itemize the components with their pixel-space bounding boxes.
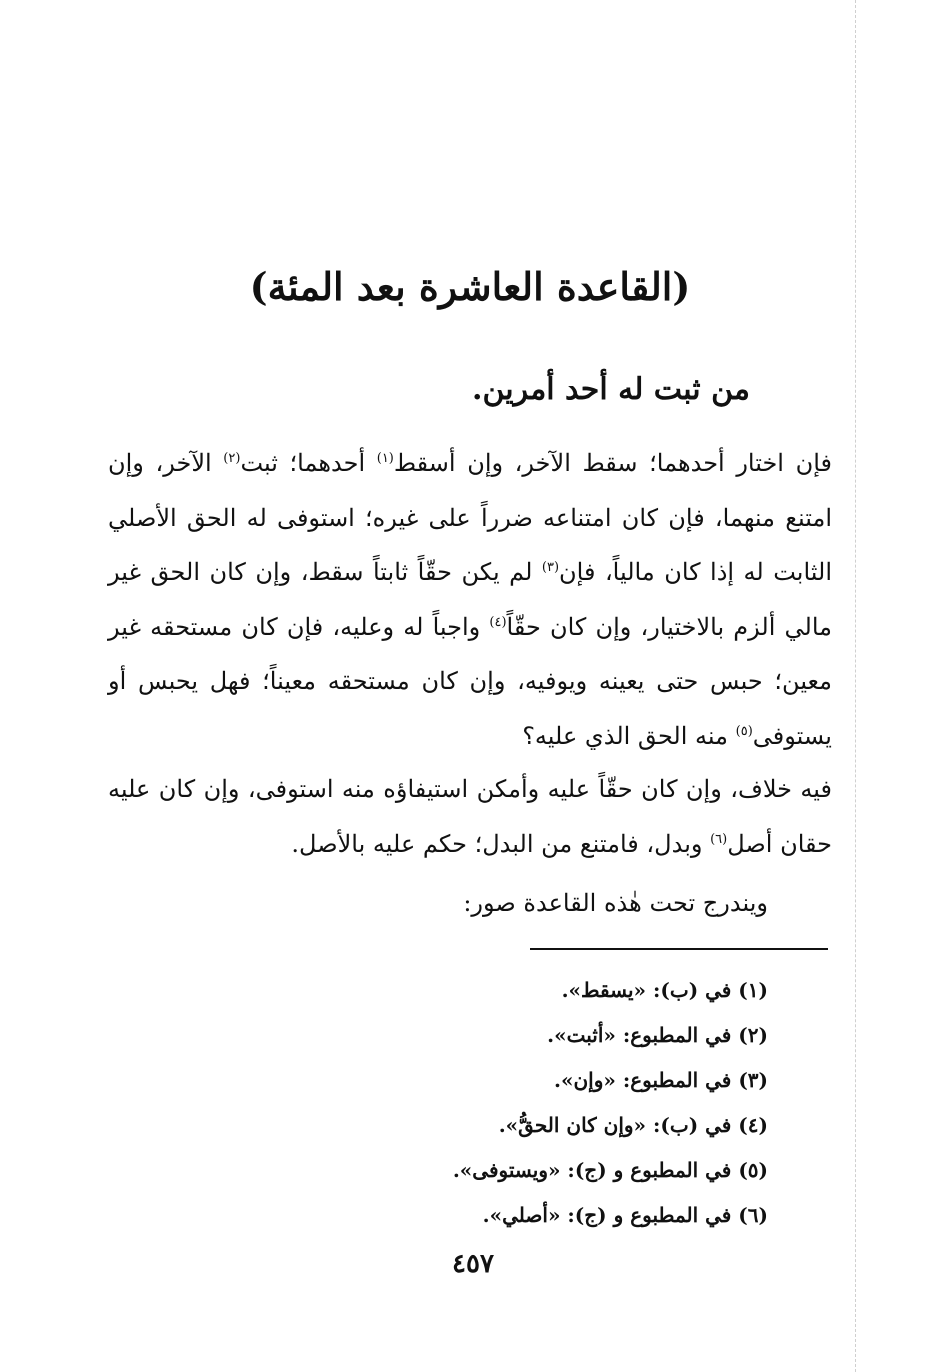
footnote-ref-5: (٥) xyxy=(735,723,753,739)
footnote-separator xyxy=(530,948,828,950)
footnote-6: (٦) في المطبوع و (ج): «أصلي». xyxy=(482,1203,768,1227)
page-number: ٤٥٧ xyxy=(452,1249,494,1279)
body-paragraph-1 xyxy=(108,436,832,763)
paragraph-text: أحدهما؛ ثبت xyxy=(240,449,377,477)
footnote-5: (٥) في المطبوع و (ج): «ويستوفى». xyxy=(452,1158,768,1182)
footnote-2: (٢) في المطبوع: «أثبت». xyxy=(547,1023,768,1047)
footnote-3: (٣) في المطبوع: «وإن». xyxy=(554,1068,768,1092)
paragraph-text: فيه خلاف، وإن كان حقّاً عليه وأمكن استيفاؤه منه استوفى، وإن كان عليه حقان أصل xyxy=(108,775,832,858)
rule-statement: من ثبت له أحد أمرين. xyxy=(472,372,750,407)
footnotes-list xyxy=(268,968,768,1238)
paragraph-text: لم يكن حقّاً ثابتاً سقط، وإن كان الحق غير مالي ألزم بالاختيار، وإن كان حقّاً xyxy=(108,558,832,641)
footnote-ref-1: (١) xyxy=(376,451,394,466)
body-paragraph-2 xyxy=(108,762,832,871)
body-paragraph-3: ويندرج تحت هٰذه القاعدة صور: xyxy=(463,889,768,917)
footnote-ref-6: (٦) xyxy=(710,831,728,847)
footnote-4: (٤) في (ب): «وإن كان الحقُّ». xyxy=(498,1113,768,1137)
paragraph-text: فإن اختار أحدهما؛ سقط الآخر، وإن أسقط xyxy=(393,449,832,477)
page-edge-line xyxy=(855,0,856,1372)
footnote-ref-3: (٣) xyxy=(541,560,560,575)
rule-heading: (القاعدة العاشرة بعد المئة) xyxy=(249,264,691,309)
paragraph-text: وبدل، فامتنع من البدل؛ حكم عليه بالأصل. xyxy=(291,829,711,858)
footnote-ref-4: (٤) xyxy=(489,614,507,630)
paragraph-text: الآخر، وإن امتنع منهما، فإن كان امتناعه ضرراً على غيره؛ استوفى له الحق الأصلي الثابت له إذا كان مالياً، فإن xyxy=(108,449,832,586)
paragraph-text: منه الحق الذي عليه؟ xyxy=(522,721,736,750)
footnote-ref-2: (٢) xyxy=(223,451,241,466)
paragraph-text: واجباً له وعليه، فإن كان مستحقه غير معين؛ حبس حتى يعينه ويوفيه، وإن كان مستحقه معيناً؛ فهل يحبس أو يستوفى xyxy=(108,612,832,750)
footnote-1: (١) في (ب): «يسقط». xyxy=(561,978,768,1002)
